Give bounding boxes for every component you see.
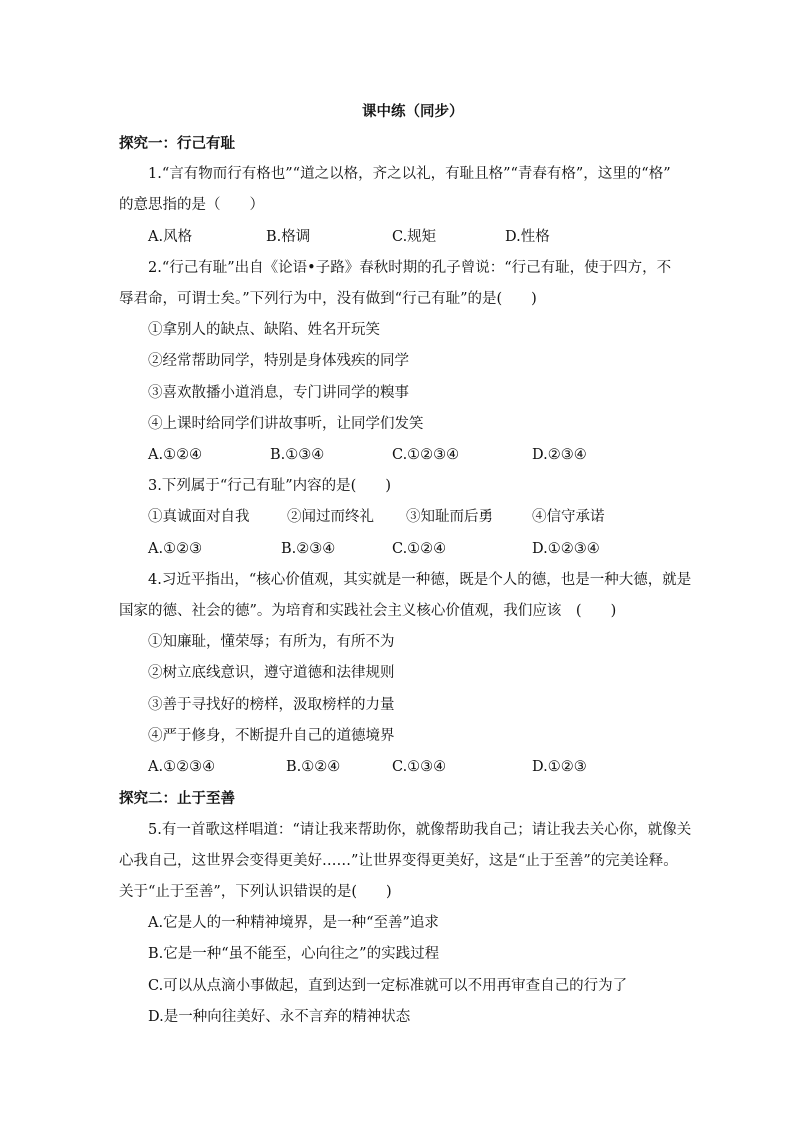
question-4-stem-line1: 4.习近平指出，“核心价值观，其实就是一种德，既是个人的德，也是一种大德，就是 [148,572,692,588]
statement-item: ①知廉耻，懂荣辱；有所为，有所不为 [148,634,395,650]
option-a: A.①②③④ [148,759,216,775]
statement-item: ③知耻而后勇 [406,509,493,525]
question-3-stem-line1: 3.下列属于“行己有耻”内容的是( ) [148,478,391,494]
statement-item: ①拿别人的缺点、缺陷、姓名开玩笑 [148,322,380,338]
statement-item: ②经常帮助同学，特别是身体残疾的同学 [148,353,409,369]
question-2-stem-line2: 辱君命，可谓士矣。”下列行为中，没有做到“行己有耻”的是( ) [119,291,537,307]
section-heading: 探究二：止于至善 [119,790,235,807]
option-d: D.①②③④ [532,541,600,557]
question-5-stem-line1: 5.有一首歌这样唱道：“请让我来帮助你，就像帮助我自己；请让我去关心你，就像关 [148,822,692,838]
page-title: 课中练（同步） [362,103,464,120]
option-c: C.可以从点滴小事做起，直到达到一定标准就可以不用再审查自己的行为了 [148,978,628,994]
option-c: C.①②③④ [392,447,460,463]
question-2-stem-line1: 2.“行己有耻”出自《论语•子路》春秋时期的孔子曾说：“行己有耻，使于四方，不 [148,260,672,276]
option-c: C.①③④ [392,759,447,775]
question-4-stem-line2: 国家的德、社会的德”。为培育和实践社会主义核心价值观，我们应该 ( ) [119,603,617,619]
option-b: B.②③④ [281,541,336,557]
statement-item: ②树立底线意识，遵守道德和法律规则 [148,665,395,681]
option-c: C.规矩 [392,229,437,245]
statement-item: ③喜欢散播小道消息，专门讲同学的糗事 [148,385,409,401]
statement-item: ①真诚面对自我 [148,509,250,525]
option-a: A.①②③ [148,541,203,557]
option-b: B.①②④ [286,759,341,775]
option-b: B.它是一种“虽不能至，心向往之”的实践过程 [148,946,440,962]
option-c: C.①②④ [392,541,447,557]
option-b: B.格调 [266,229,311,245]
option-b: B.①③④ [270,447,325,463]
question-5-stem-line3: 关于“止于至善”，下列认识错误的是( ) [119,884,392,900]
statement-item: ④信守承诺 [532,509,605,525]
statement-item: ④上课时给同学们讲故事听，让同学们发笑 [148,416,424,432]
option-a: A.风格 [148,229,193,245]
option-d: D.②③④ [532,447,587,463]
statement-item: ④严于修身，不断提升自己的道德境界 [148,728,395,744]
option-a: A.①②④ [148,447,203,463]
option-d: D.性格 [505,229,550,245]
statement-item: ②闻过而终礼 [287,509,374,525]
question-5-stem-line2: 心我自己，这世界会变得更美好……”让世界变得更美好，这是“止于至善”的完美诠释。 [119,853,678,869]
option-d: D.①②③ [532,759,587,775]
question-1-stem-line1: 1.“言有物而行有格也”“道之以格，齐之以礼，有耻且格”“青春有格”，这里的“格” [148,166,671,182]
option-d: D.是一种向往美好、永不言弃的精神状态 [148,1009,411,1025]
question-1-stem-line2: 的意思指的是（ ） [119,197,264,213]
option-a: A.它是人的一种精神境界，是一种“至善”追求 [148,915,439,931]
section-heading: 探究一：行己有耻 [119,135,235,152]
statement-item: ③善于寻找好的榜样，汲取榜样的力量 [148,697,395,713]
